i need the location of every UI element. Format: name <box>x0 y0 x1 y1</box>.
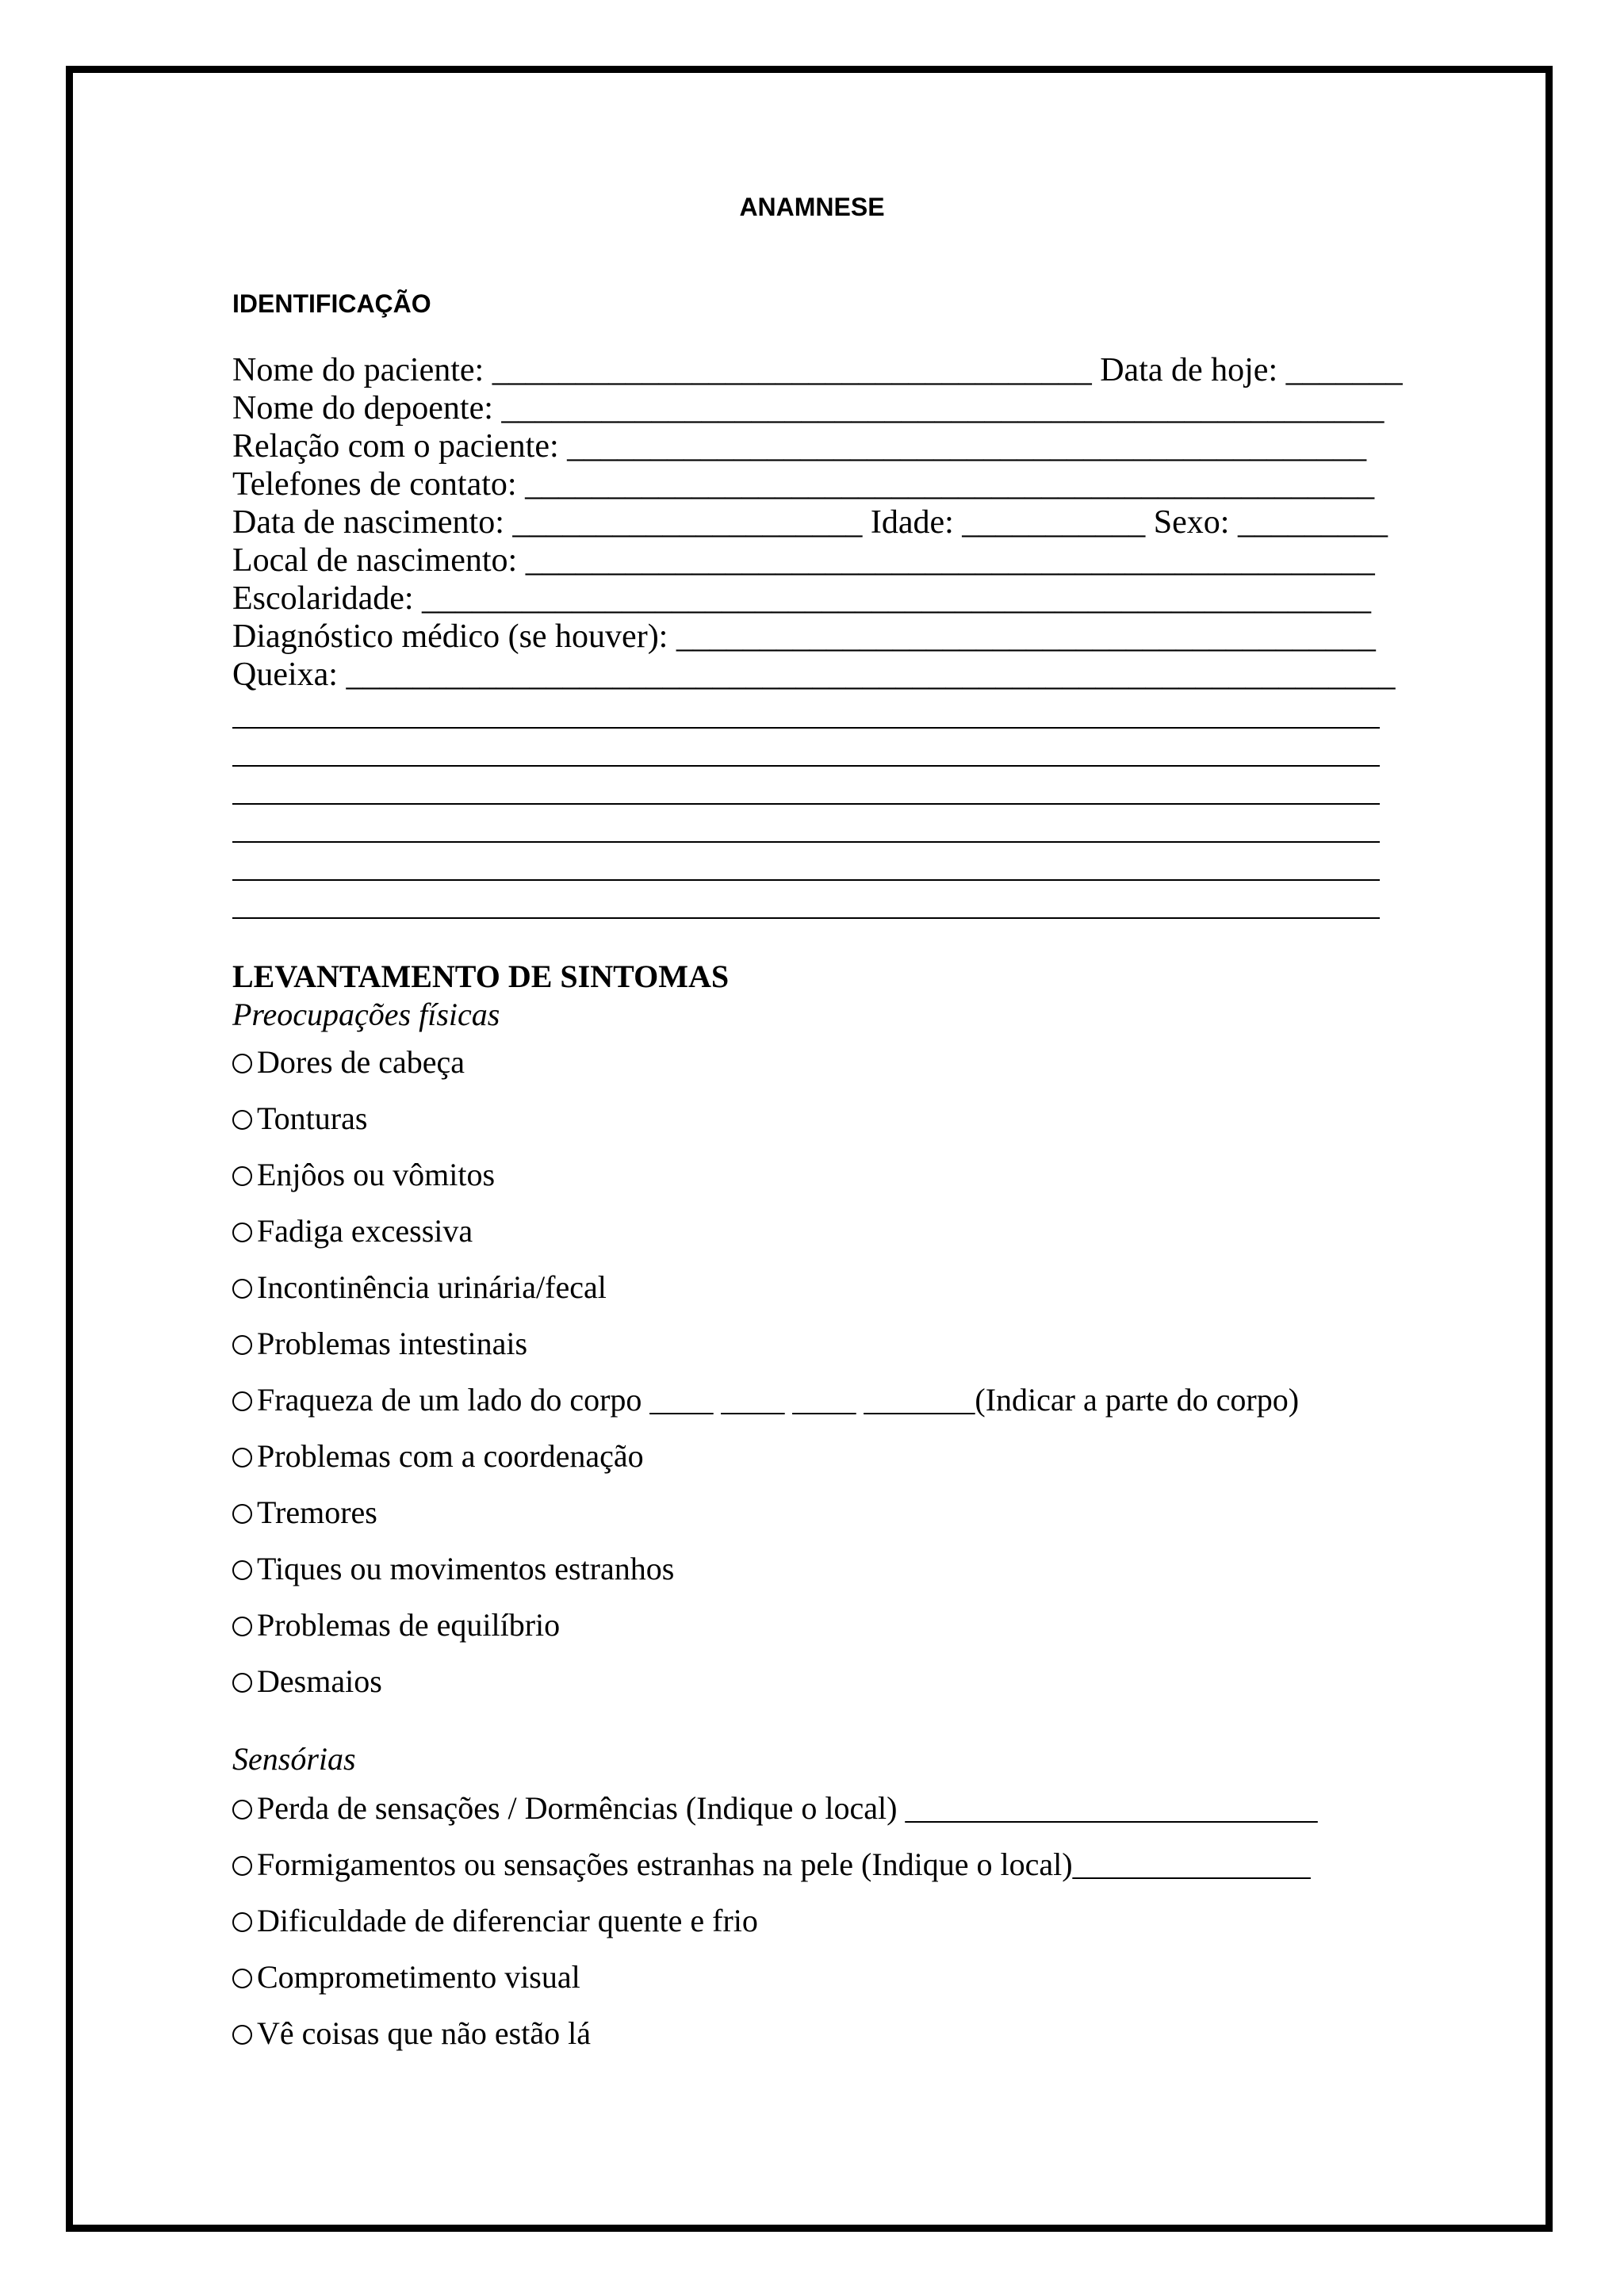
option-item[interactable] <box>232 1958 580 1996</box>
option-label: Perda de sensações / Dormências (Indique o local) __________________________ <box>257 1790 1318 1826</box>
option-item[interactable] <box>232 1043 465 1081</box>
option-label: Problemas intestinais <box>257 1326 528 1361</box>
option-item[interactable] <box>232 1269 607 1307</box>
field-relacao-paciente[interactable]: Relação com o paciente: ________________________________________________ <box>232 428 1367 465</box>
option-label: Dificuldade de diferenciar quente e frio <box>257 1903 758 1938</box>
radio-circle-icon[interactable] <box>232 1054 252 1073</box>
option-label: Dores de cabeça <box>257 1044 465 1080</box>
option-item[interactable] <box>232 1663 382 1701</box>
option-label: Formigamentos ou sensações estranhas na pele (Indique o local)_______________ <box>257 1846 1311 1882</box>
option-label: Vê coisas que não estão lá <box>257 2015 591 2051</box>
option-label: Fraqueza de um lado do corpo ____ ____ ____ _______(Indicar a parte do corpo) <box>257 1382 1300 1418</box>
queixa-line[interactable] <box>232 803 1380 805</box>
radio-circle-icon[interactable] <box>232 1800 252 1820</box>
queixa-line[interactable] <box>232 917 1380 919</box>
radio-circle-icon[interactable] <box>232 1856 252 1876</box>
radio-circle-icon[interactable] <box>232 1335 252 1355</box>
option-item[interactable] <box>232 1381 1299 1419</box>
option-item[interactable] <box>232 1100 367 1138</box>
form-title: ANAMNESE <box>739 193 885 221</box>
radio-circle-icon[interactable] <box>232 1969 252 1988</box>
option-item[interactable] <box>232 1437 644 1475</box>
option-item[interactable] <box>232 1494 377 1532</box>
field-nome-paciente[interactable]: Nome do paciente: ____________________________________ Data de hoje: _______ <box>232 352 1403 388</box>
option-item[interactable] <box>232 1325 527 1363</box>
radio-circle-icon[interactable] <box>232 1166 252 1186</box>
radio-circle-icon[interactable] <box>232 1279 252 1299</box>
field-queixa[interactable]: Queixa: _______________________________________________________________ <box>232 656 1396 693</box>
option-item[interactable] <box>232 1606 560 1644</box>
option-label: Desmaios <box>257 1663 382 1699</box>
radio-circle-icon[interactable] <box>232 1110 252 1130</box>
radio-circle-icon[interactable] <box>232 1617 252 1636</box>
field-local-nascimento[interactable]: Local de nascimento: ___________________________________________________ <box>232 542 1375 579</box>
option-item[interactable] <box>232 1846 1311 1884</box>
option-label: Problemas de equilíbrio <box>257 1607 561 1643</box>
option-item[interactable] <box>232 1550 674 1588</box>
section-levantamento-heading: LEVANTAMENTO DE SINTOMAS <box>232 959 730 994</box>
option-label: Incontinência urinária/fecal <box>257 1269 607 1305</box>
option-label: Enjôos ou vômitos <box>257 1157 496 1192</box>
option-label: Comprometimento visual <box>257 1959 580 1995</box>
queixa-line[interactable] <box>232 841 1380 843</box>
radio-circle-icon[interactable] <box>232 1391 252 1411</box>
option-label: Problemas com a coordenação <box>257 1438 644 1474</box>
radio-circle-icon[interactable] <box>232 2025 252 2045</box>
subheading-preocupacoes-fisicas: Preocupações físicas <box>232 997 500 1032</box>
radio-circle-icon[interactable] <box>232 1673 252 1693</box>
radio-circle-icon[interactable] <box>232 1448 252 1468</box>
section-identificacao-heading: IDENTIFICAÇÃO <box>232 289 431 318</box>
radio-circle-icon[interactable] <box>232 1223 252 1242</box>
option-item[interactable] <box>232 2015 591 2053</box>
option-item[interactable] <box>232 1902 758 1940</box>
field-escolaridade[interactable]: Escolaridade: _________________________________________________________ <box>232 580 1372 617</box>
radio-circle-icon[interactable] <box>232 1912 252 1932</box>
option-item[interactable] <box>232 1212 473 1250</box>
option-label: Tremores <box>257 1494 377 1530</box>
subheading-sensorias: Sensórias <box>232 1741 356 1777</box>
option-label: Fadiga excessiva <box>257 1213 473 1249</box>
radio-circle-icon[interactable] <box>232 1560 252 1580</box>
queixa-line[interactable] <box>232 765 1380 767</box>
option-label: Tonturas <box>257 1100 368 1136</box>
option-label: Tiques ou movimentos estranhos <box>257 1551 675 1586</box>
radio-circle-icon[interactable] <box>232 1504 252 1524</box>
option-item[interactable] <box>232 1789 1317 1827</box>
field-data-nascimento[interactable]: Data de nascimento: _____________________ Idade: ___________ Sexo: _________ <box>232 504 1388 541</box>
field-telefones[interactable]: Telefones de contato: ___________________________________________________ <box>232 466 1375 503</box>
queixa-line[interactable] <box>232 727 1380 729</box>
field-nome-depoente[interactable]: Nome do depoente: _____________________________________________________ <box>232 390 1385 427</box>
queixa-line[interactable] <box>232 879 1380 881</box>
field-diagnostico[interactable]: Diagnóstico médico (se houver): __________________________________________ <box>232 618 1376 655</box>
option-item[interactable] <box>232 1156 495 1194</box>
